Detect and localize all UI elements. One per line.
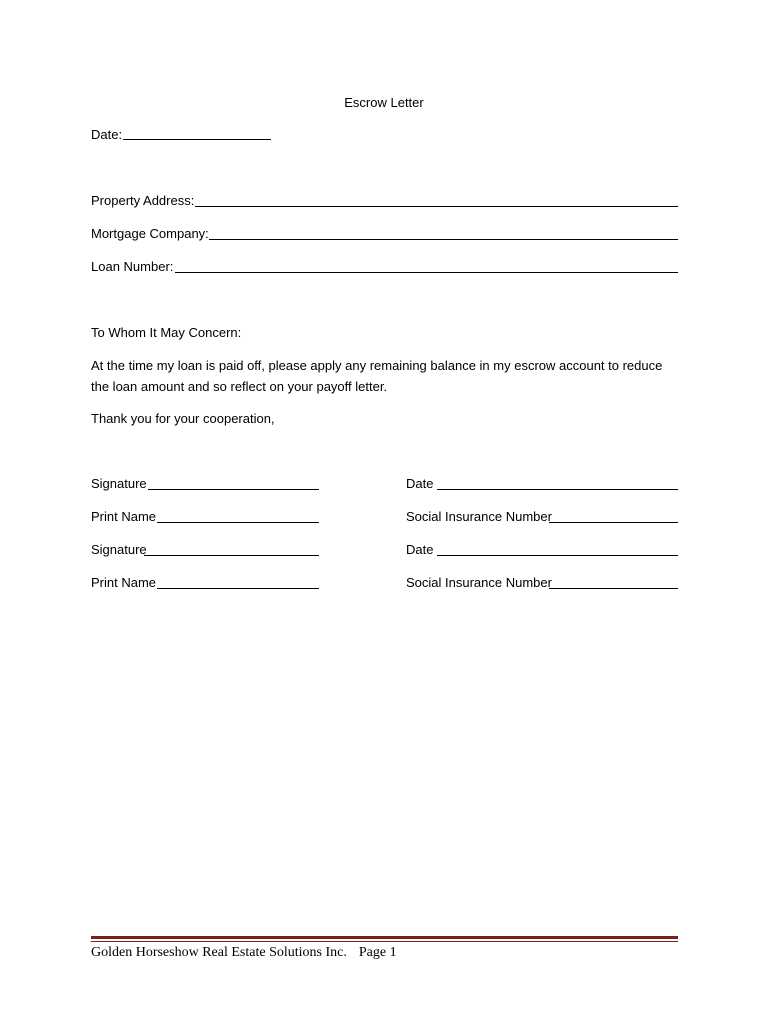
footer-company: Golden Horseshow Real Estate Solutions Inc. — [91, 945, 347, 960]
date-label-right: Date — [406, 476, 434, 491]
print-name-field[interactable] — [157, 522, 319, 523]
print-name-label: Print Name — [91, 575, 157, 590]
print-name-label: Print Name — [91, 509, 157, 524]
date-label-right: Date — [406, 542, 434, 557]
social-insurance-number-label: Social Insurance Number — [406, 575, 552, 590]
document-title: Escrow Letter — [344, 95, 424, 110]
signature-field[interactable] — [148, 489, 319, 490]
footer-page-number: Page 1 — [358, 945, 397, 960]
signature-label: Signature — [91, 542, 147, 557]
date-field[interactable] — [123, 139, 271, 140]
signature-date-field[interactable] — [437, 555, 678, 556]
date-label: Date: — [91, 127, 123, 142]
loan-number-label: Loan Number: — [91, 259, 174, 274]
print-name-field[interactable] — [157, 588, 319, 589]
signature-date-field[interactable] — [437, 489, 678, 490]
body-paragraph: At the time my loan is paid off, please apply any remaining balance in my escrow account to reduce the loan amount and so reflect on your payoff letter. — [91, 358, 663, 394]
property-address-field[interactable] — [195, 206, 678, 207]
footer-rule-thin — [91, 941, 678, 942]
mortgage-company-label: Mortgage Company: — [91, 226, 209, 241]
loan-number-field[interactable] — [175, 272, 678, 273]
social-insurance-number-field[interactable] — [549, 588, 678, 589]
footer-rule-thick — [91, 936, 678, 939]
signature-label: Signature — [91, 476, 147, 491]
social-insurance-number-label: Social Insurance Number — [406, 509, 552, 524]
social-insurance-number-field[interactable] — [549, 522, 678, 523]
mortgage-company-field[interactable] — [209, 239, 678, 240]
signature-field[interactable] — [144, 555, 319, 556]
property-address-label: Property Address: — [91, 193, 195, 208]
salutation: To Whom It May Concern: — [91, 325, 242, 340]
closing-line: Thank you for your cooperation, — [91, 411, 275, 426]
page-footer — [91, 945, 397, 961]
